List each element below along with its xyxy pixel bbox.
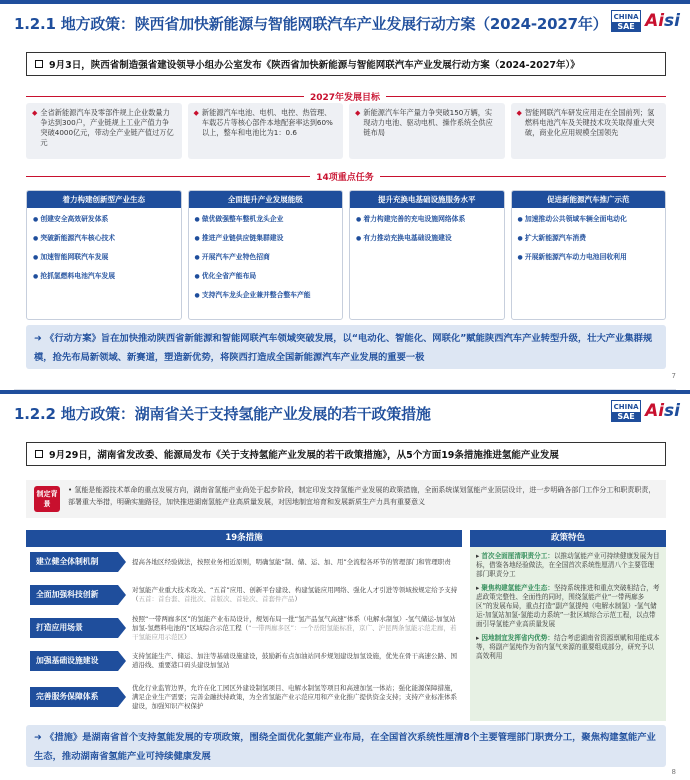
measures-header: 19条措施 [26,530,462,547]
diamond-bullet-icon: ◆ [516,109,522,117]
goal-card: ◆ 新能源汽车年产量力争突破150万辆，实现动力电池、驱动电机、操作系统全供应链布局 [349,103,505,159]
measure-text: 按照“一带两廊多区”的氢能产业布局设计，规划布局一批“氢产品氢气高速”体系（电解水制氢）-氢气储运-加氢站加氢-氢燃料电池的“区域综合示范工程（“一带两廊多区”：一个岳阳氢能标准，京广、沪昆两条氢能示范走廊，若干氢能应用示范区） [132,614,457,641]
features-panel [470,547,666,721]
measure-text: 支持氢能生产、储运、加注等基础设施建设，鼓励新布点加油站同步规划建设加氢设施，优先在骨干高速公路、国道沿线、重要港口码头建设加氢站 [132,652,457,669]
measure-row [30,551,462,573]
square-bullet-icon [35,60,43,68]
task-item: ● 抢抓氢燃料电池汽车发展 [33,271,175,282]
diamond-bullet-icon: ◆ [355,109,361,117]
task-column [511,190,667,320]
task-item: ● 开展新能源汽车动力电池回收利用 [518,252,660,263]
square-bullet-icon [35,450,43,458]
headline-text: 9月3日，陕西省制造强省建设领导小组办公室发布《陕西省加快新能源与智能网联汽车产业发展行动方案（2024-2027年）》 [49,60,580,71]
task-item: ● 开展汽车产业特色招商 [195,252,337,263]
feature-item: ▸ 因地制宜发挥省内优势：结合考虑湖南省资源禀赋和用能成本等，将副产氢纯作为省内氢气来源的重要组成部分，研究予以高效利用 [476,633,660,661]
measure-label: 完善服务保障体系 [30,687,118,707]
summary-box: ➜ 《行动方案》旨在加快推动陕西省新能源和智能网联汽车领域突破发展，以“电动化、智能化、网联化”赋能陕西汽车产业转型升级，壮大产业集群规模，抢先布局新领域、新赛道，塑造新优势，将陕西打造成全国新能源汽车产业发展的重要一极 [26,325,666,369]
headline-box [26,442,666,466]
goals-title: 2027年发展目标 [0,90,690,103]
task-column [188,190,344,320]
task-item: ● 创建安全高效研发体系 [33,214,175,225]
china-sae-logo: CHINA SAE [611,400,641,422]
tasks-row [26,190,666,320]
measure-text: 对氢能产业重大技术攻关、“五首”应用、创新平台建设、构建氢能应用网络、强化人才引进等领域按规定给予支持（五首：首台套、首批次、首版次、首轮次、首套件产品） [132,586,458,603]
task-item: ● 推进产业链供应链集群建设 [195,233,337,244]
china-sae-logo: CHINA SAE [611,10,641,32]
task-item: ● 做优做强整车整机龙头企业 [195,214,337,225]
aisi-logo: Aisi [645,11,680,31]
features-header: 政策特色 [470,530,666,547]
aisi-logo: Aisi [645,401,680,421]
task-header: 全面提升产业发展能级 [189,191,343,208]
page-number: 7 [671,372,676,380]
page-title: 1.2.1 地方政策：陕西省加快新能源与智能网联汽车产业发展行动方案（2024-2027年） [14,15,608,33]
task-column [349,190,505,320]
logo [611,400,680,422]
task-item: ● 有力推动充换电基础设施建设 [356,233,498,244]
task-item: ● 优化全省产能布局 [195,271,337,282]
task-column [26,190,182,320]
measure-label: 打造应用场景 [30,618,118,638]
measure-row [30,683,462,710]
diamond-bullet-icon: ◆ [32,109,38,117]
goal-card: ◆ 全省新能源汽车及零部件规上企业数量力争达到300户，产业链规上工业产值力争突破4000亿元，带动全产业链产值过万亿元 [26,103,182,159]
task-item: ● 着力构建完善的充电设施网络体系 [356,214,498,225]
measure-row [30,650,462,672]
headline-box [26,52,666,76]
top-accent-bar [0,0,690,4]
logo [611,10,680,32]
measure-row [30,584,462,606]
measure-label: 全面加强科技创新 [30,585,118,605]
measure-label: 建立健全体制机制 [30,552,118,572]
task-header: 提升充换电基础设施服务水平 [350,191,504,208]
feature-item: ▸ 聚焦构建氢能产业生态：坚持系统推进和重点突破相结合，考虑政策完整性、全面性的同时，围绕氢能产业“一带两廊多区”的发展布局，重点打造“副产氢提纯（电解水制氢）-氢气储运-加氢站加氢-氢能动力系统”一批区域综合示范工程，以点带面引导氢能产业高质量发展 [476,583,660,629]
measure-text: 提高各地区经验做法，按照业务相近原则，明确氢能“制、储、运、加、用”全流程各环节的管理部门和管理职责 [132,557,451,566]
diamond-bullet-icon: ◆ [193,109,199,117]
background-text: • 氢能是能源技术革命的重点发展方向，湖南省氢能产业尚处于起步阶段，制定印发支持氢能产业发展的政策措施，全面系统谋划氢能产业顶层设计，进一步明确各部门工作分工和职责职责，部署重大举措，明确实施路径，加快推进湖南氢能产业高质量发展，对因地制宜培育和发展新质生产力具有重要意义 [68,486,656,506]
top-accent-bar [0,390,690,394]
task-item: ● 加速智能网联汽车发展 [33,252,175,263]
goal-card: ◆ 智能网联汽车研发应用走在全国前列；氢燃料电池汽车及关键技术攻关取得重大突破，商业化应用规模全国领先 [511,103,667,159]
measure-row [30,614,462,641]
goals-row [26,103,666,159]
measure-text: 优化行业监管边界，允许在化工园区外建设制氢项目、电解水制氢等项目和高速加氢一体站；强化能源保障措施，满足企业生产需要；完善金融扶持政策，为全省氢能产业示范应用和产业化推广提供资金支持；支持产业标准体系建设，加强知识产权保护 [132,683,457,710]
tasks-title: 14项重点任务 [0,170,690,183]
task-item: ● 支持汽车龙头企业兼并整合整车产能 [195,290,337,301]
feature-item: ▸ 首次全面厘清职责分工：以推动氢能产业可持续健康发展为目标，借鉴各地经验做法，在全国首次系统性厘清八个主要管理部门职责分工 [476,552,660,579]
task-item: ● 加速推动公共领域车辆全面电动化 [518,214,660,225]
goal-card: ◆ 新能源汽车电池、电机、电控、热管理、车载芯片等核心部件本地配套率达到60%以上，整车和电池比为1：0.6 [188,103,344,159]
page-number: 8 [671,768,676,776]
headline-text: 9月29日，湖南省发改委、能源局发布《关于支持氢能产业发展的若干政策措施》，从5个方面19条措施推进氢能产业发展 [49,450,559,461]
task-header: 促进新能源汽车推广示范 [512,191,666,208]
task-header: 着力构建创新型产业生态 [27,191,181,208]
task-item: ● 突破新能源汽车核心技术 [33,233,175,244]
page-title: 1.2.2 地方政策：湖南省关于支持氢能产业发展的若干政策措施 [14,405,431,423]
summary-box: ➜ 《措施》是湖南省首个支持氢能发展的专项政策，围绕全面优化氢能产业布局，在全国首次系统性厘清8个主要管理部门职责分工，聚焦构建氢能产业生态，推动湖南省氢能产业可持续健康发展 [26,725,666,767]
measure-label: 加强基础设施建设 [30,651,118,671]
slide-page-8 [0,390,690,780]
background-badge: 制定背景 [34,486,60,512]
task-item: ● 扩大新能源汽车消费 [518,233,660,244]
